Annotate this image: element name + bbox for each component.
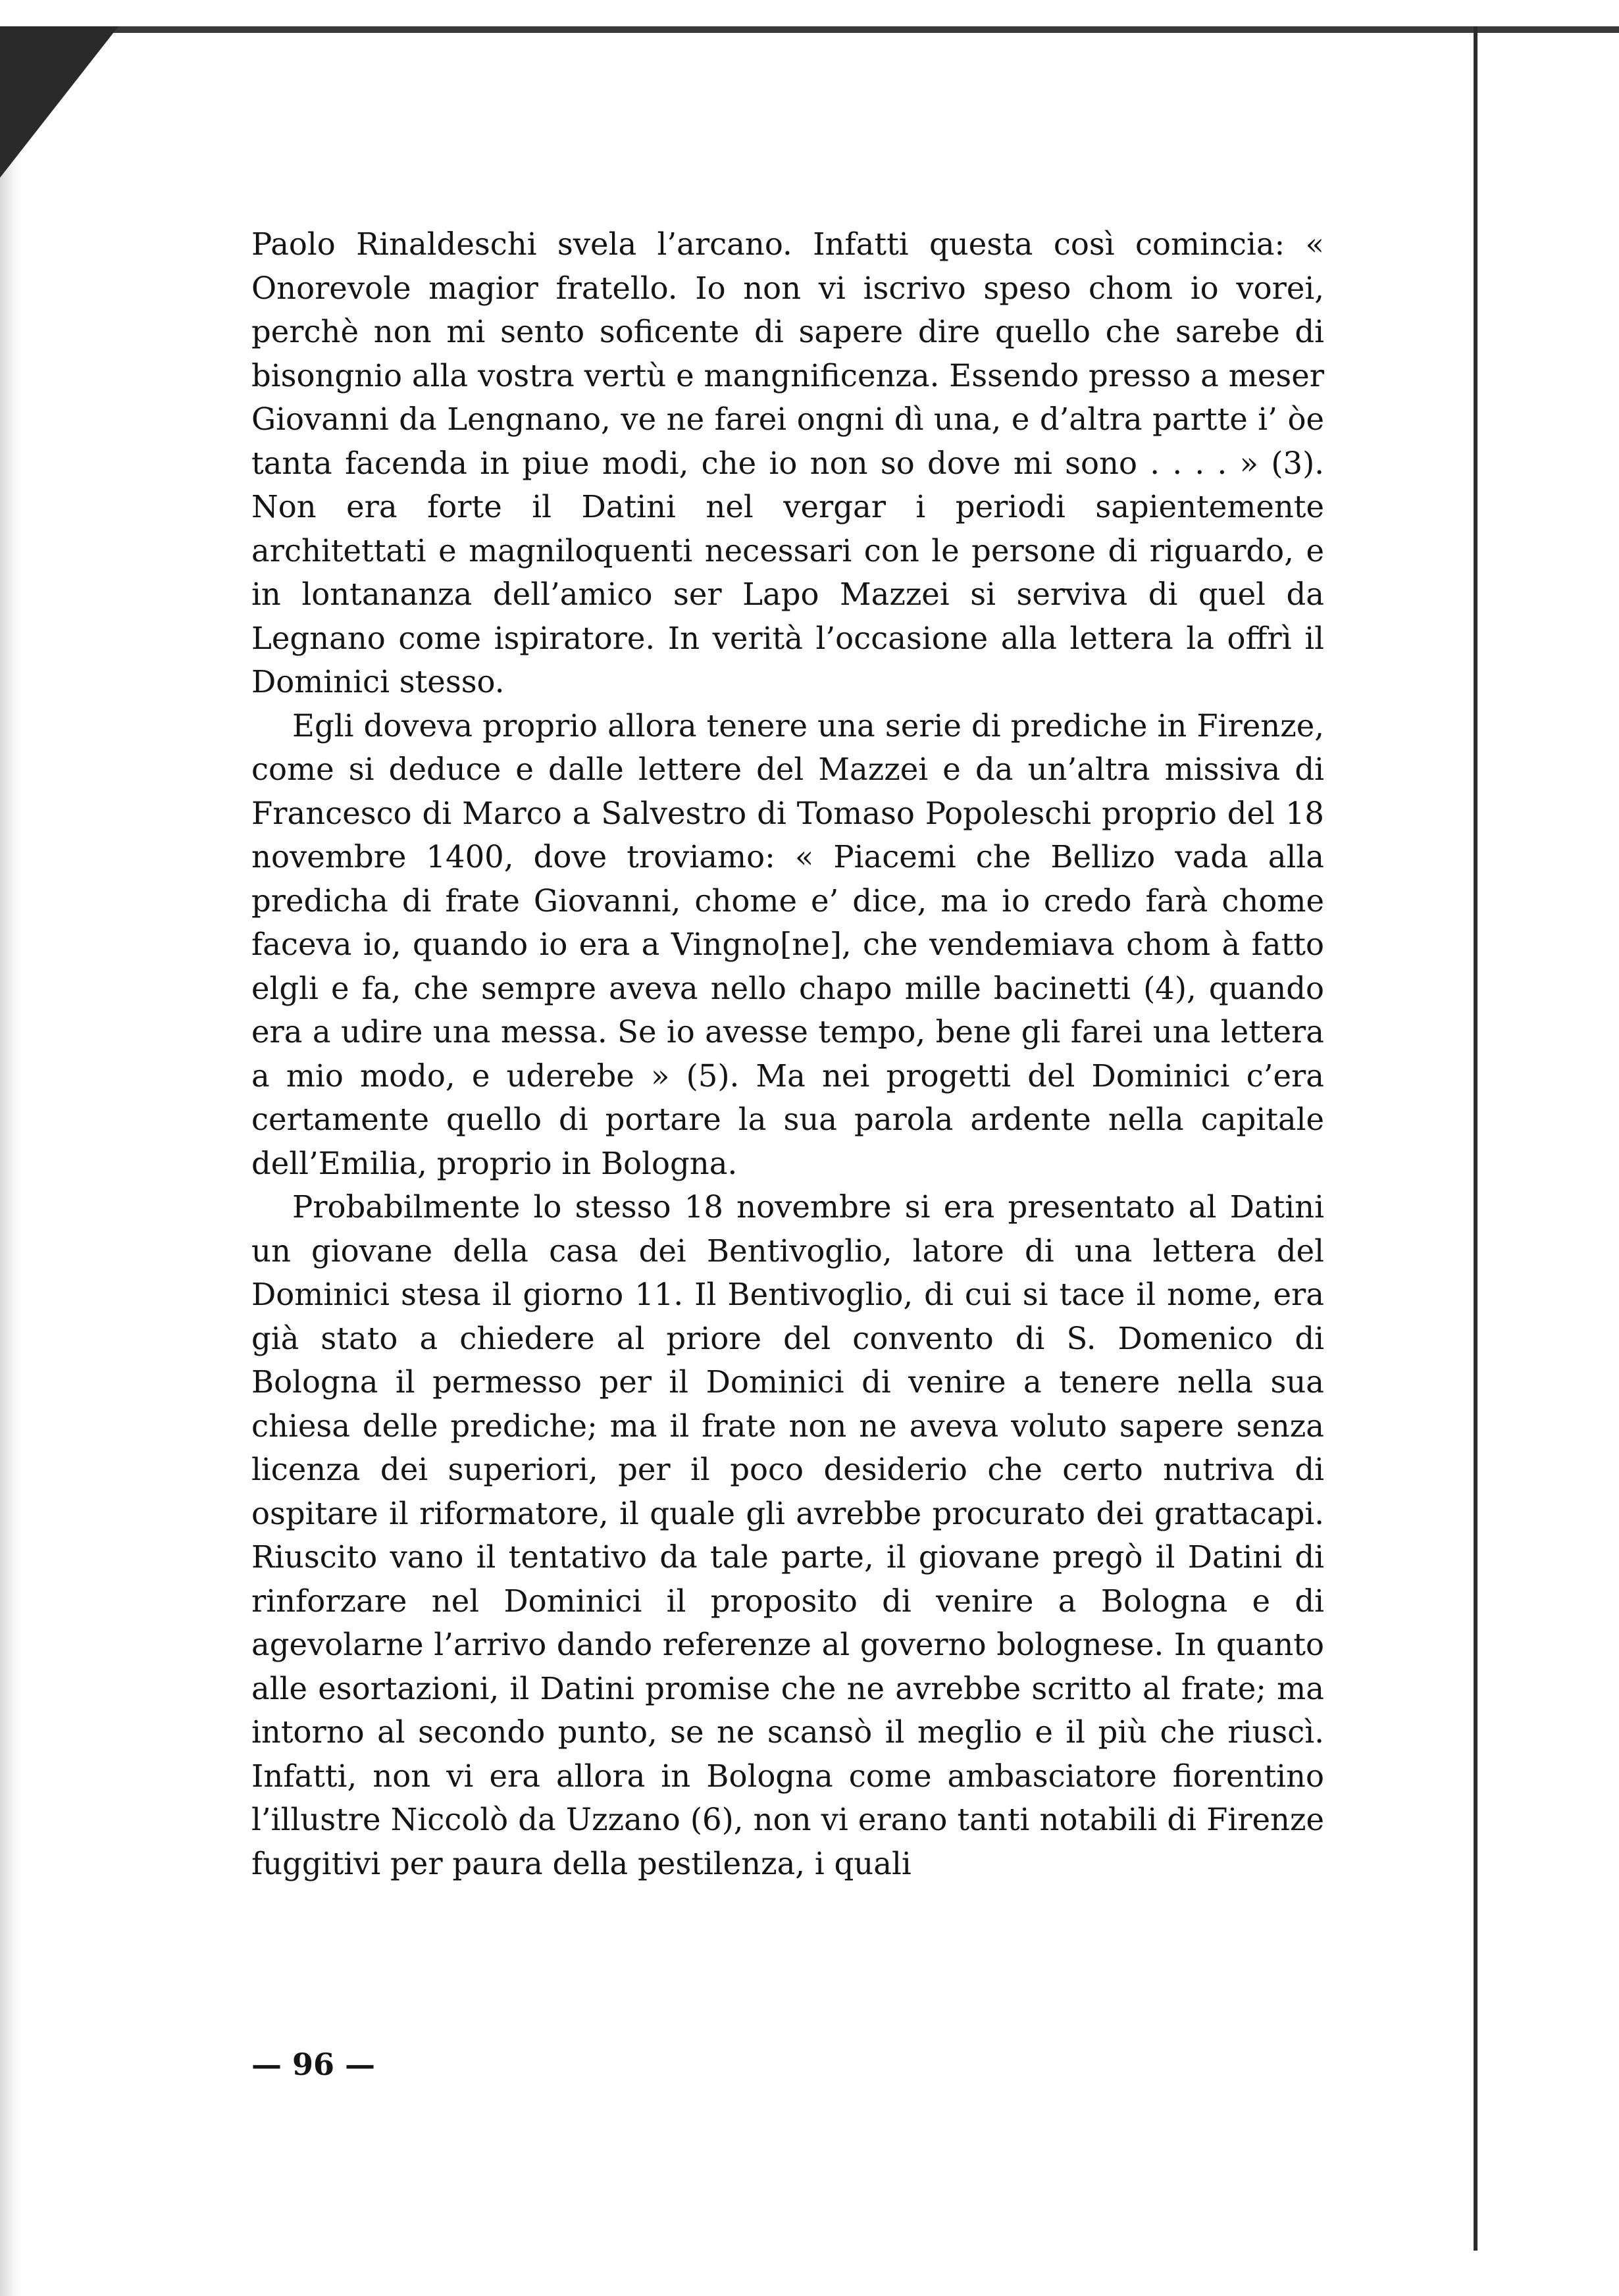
scan-border-top <box>0 26 1619 33</box>
paragraph-1: Paolo Rinaldeschi svela l’arcano. Infatti questa così comincia: « Onorevole magior fratello. Io non vi iscrivo speso chom io vorei, perchè non mi sento soficente di sapere dire quello che sarebe di bisongnio alla vostra vertù e mangnificenza. Essendo presso a meser Giovanni da Lengnano, ve ne farei ongni dì una, e d’altra partte i’ òe tanta facenda in piue modi, che io non so dove mi sono . . . . » (3). Non era forte il Datini nel vergar i periodi sapientemente architettati e magniloquenti necessari con le persone di riguardo, e in lontananza dell’amico ser Lapo Mazzei si serviva di quel da Legnano come ispiratore. In verità l’occasione alla lettera la offrì il Dominici stesso. <box>251 226 1324 700</box>
book-page-text <box>251 222 1324 1885</box>
scan-shadow-left <box>0 26 24 2296</box>
scan-border-right <box>1474 26 1478 2251</box>
paragraph-3: Probabilmente lo stesso 18 novembre si era presentato al Datini un giovane della casa dei Bentivoglio, latore di una lettera del Dominici stesa il giorno 11. Il Bentivoglio, di cui si tace il nome, era già stato a chiedere al priore del convento di S. Domenico di Bologna il permesso per il Dominici di venire a tenere nella sua chiesa delle prediche; ma il frate non ne aveva voluto sapere senza licenza dei superiori, per il poco desiderio che certo nutriva di ospitare il riformatore, il quale gli avrebbe procurato dei grattacapi. Riuscito vano il tentativo da tale parte, il giovane pregò il Datini di rinforzare nel Dominici il proposito di venire a Bologna e di agevolarne l’arrivo dando referenze al governo bolognese. In quanto alle esortazioni, il Datini promise che ne avrebbe scritto al frate; ma intorno al secondo punto, se ne scansò il meglio e il più che riuscì. Infatti, non vi era allora in Bologna come ambasciatore fiorentino l’illustre Niccolò da Uzzano (6), non vi erano tanti notabili di Firenze fuggitivi per paura della pestilenza, i quali <box>251 1189 1324 1881</box>
paragraph-2: Egli doveva proprio allora tenere una serie di prediche in Firenze, come si deduce e dalle lettere del Mazzei e da un’altra missiva di Francesco di Marco a Salvestro di Tomaso Popoleschi proprio del 18 novembre 1400, dove troviamo: « Piacemi che Bellizo vada alla predicha di frate Giovanni, chome e’ dice, ma io credo farà chome faceva io, quando io era a Vingno[ne], che vendemiava chom à fatto elgli e fa, che sempre aveva nello chapo mille bacinetti (4), quando era a udire una messa. Se io avesse tempo, bene gli farei una lettera a mio modo, e uderebe » (5). Ma nei progetti del Dominici c’era certamente quello di portare la sua parola ardente nella capitale dell’Emilia, proprio in Bologna. <box>251 707 1324 1181</box>
scan-corner-shadow <box>0 26 118 178</box>
page-number: — 96 — <box>251 2047 376 2082</box>
